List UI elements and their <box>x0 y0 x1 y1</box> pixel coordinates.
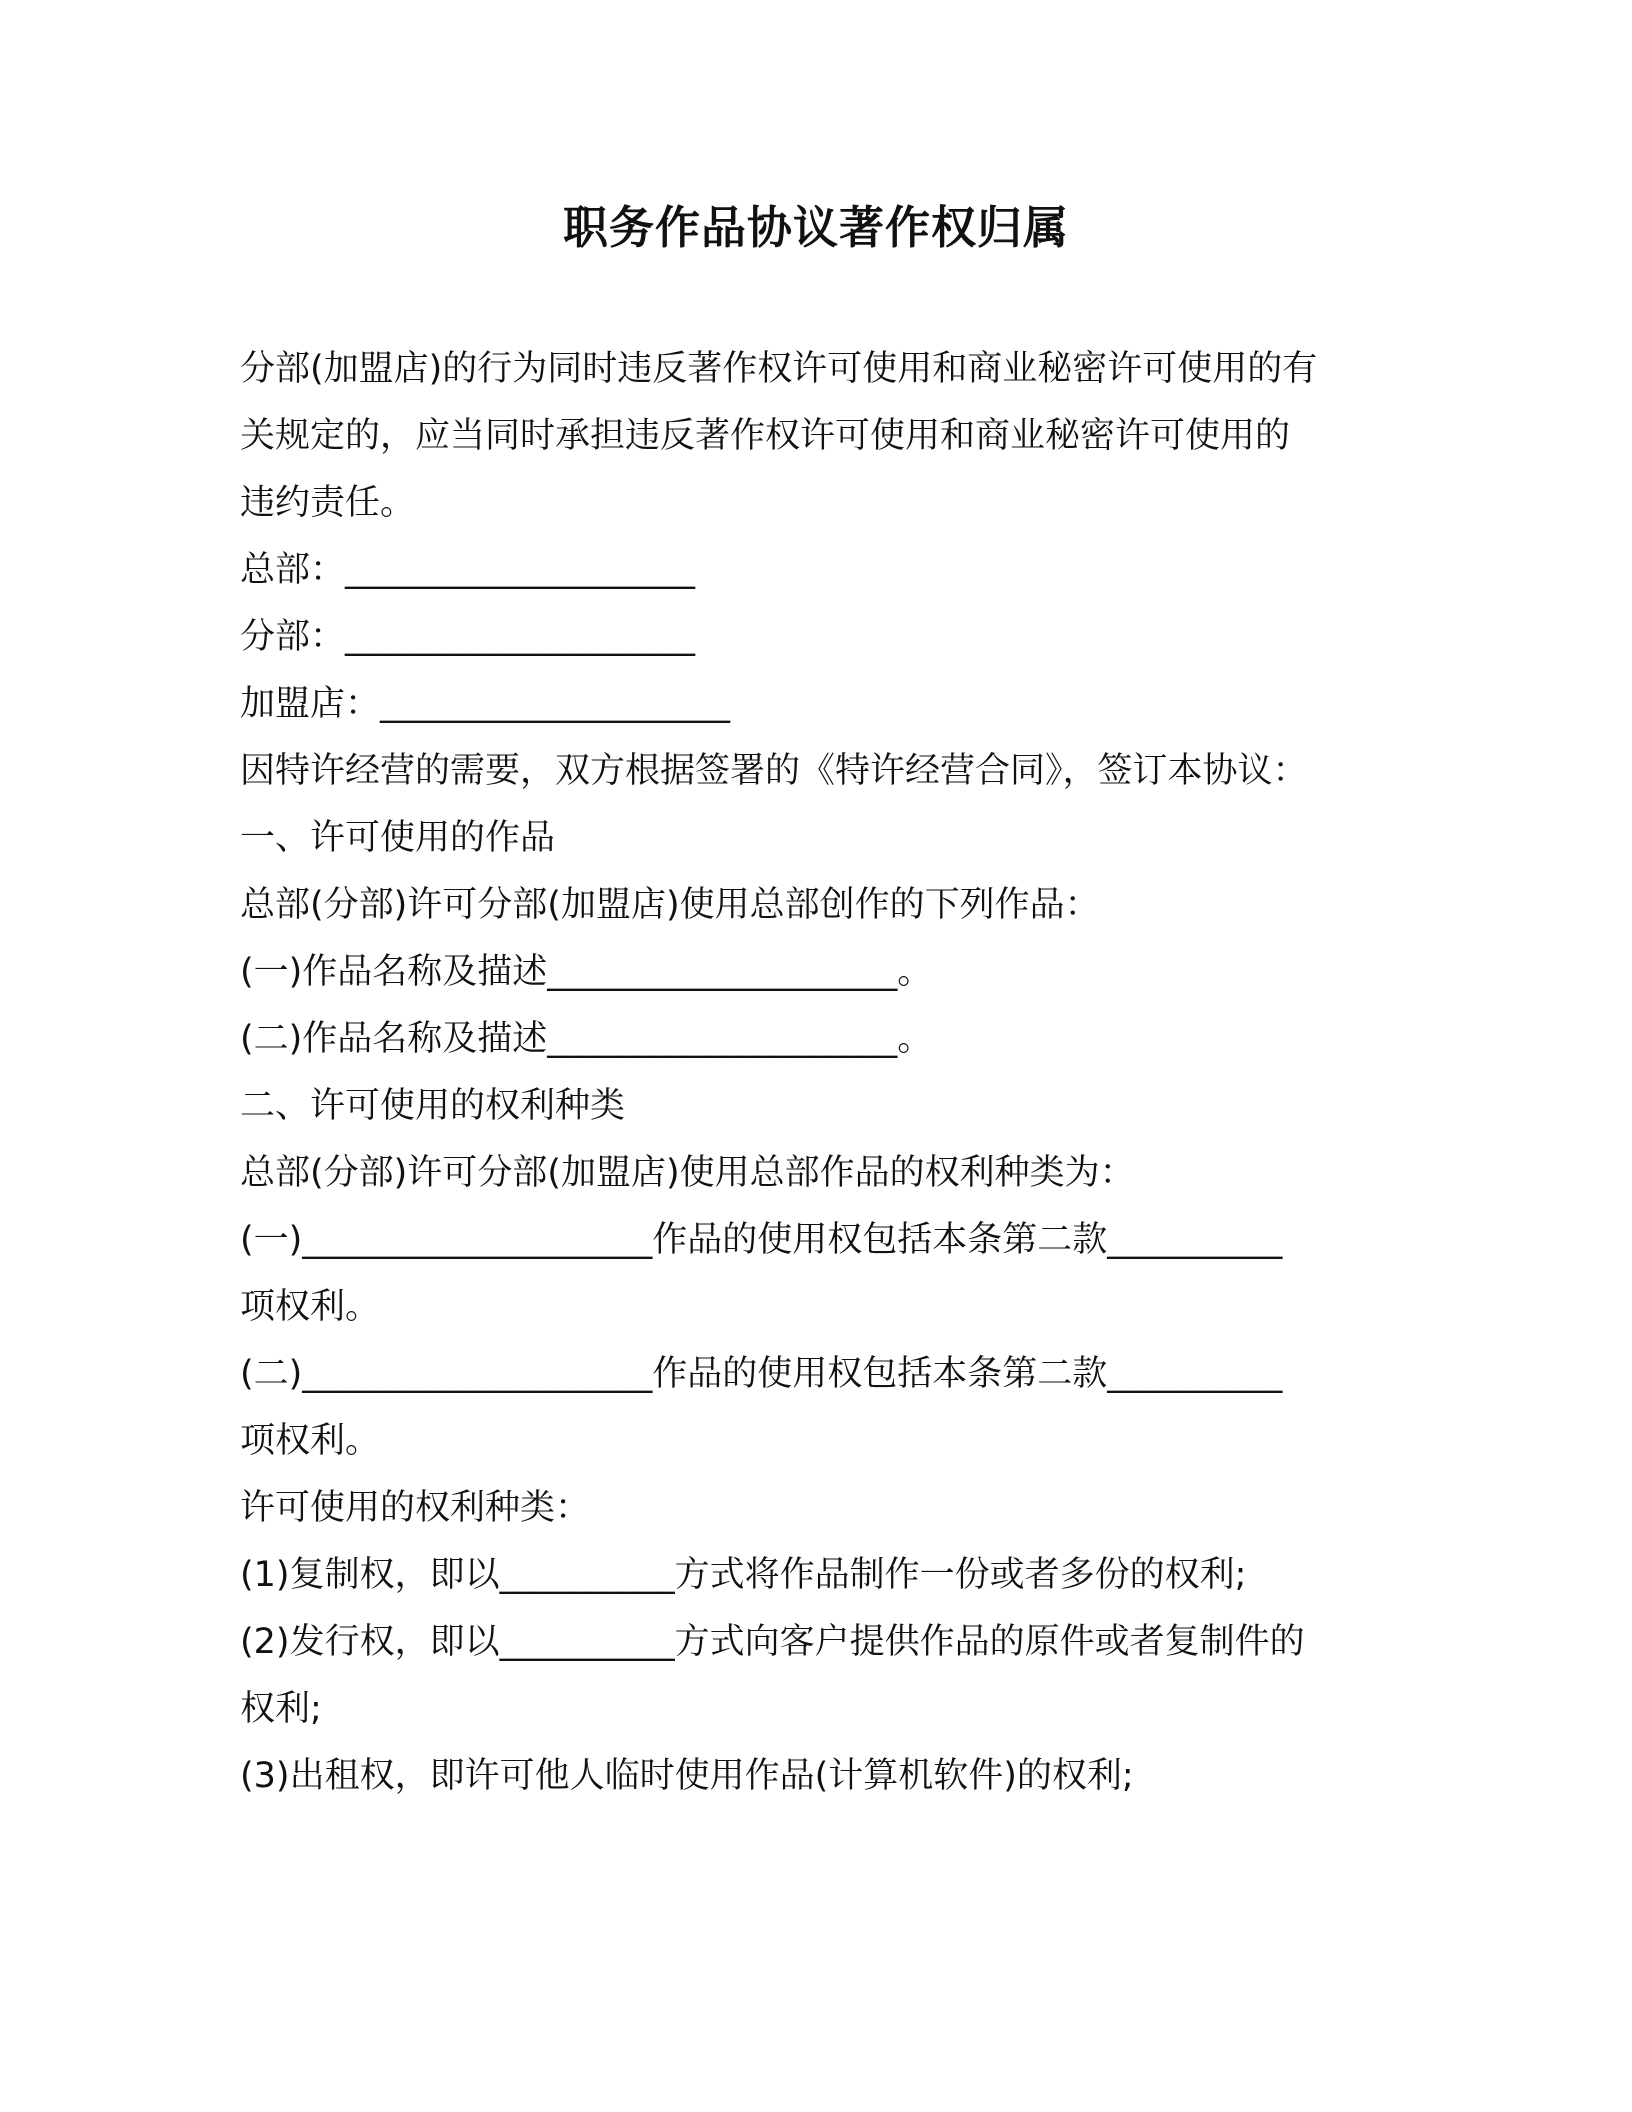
work-item-1: (一)作品名称及描述____________________。 <box>240 952 933 992</box>
document-body <box>240 336 1390 1810</box>
rights-types-heading: 许可使用的权利种类： <box>240 1488 591 1528</box>
rights-item-1: (一)____________________作品的使用权包括本条第二款__________ <box>240 1220 1283 1260</box>
section-heading-2: 二、许可使用的权利种类 <box>240 1086 626 1126</box>
paragraph-line: 分部(加盟店)的行为同时违反著作权许可使用和商业秘密许可使用的有 <box>240 349 1318 389</box>
paragraph-line: 关规定的，应当同时承担违反著作权许可使用和商业秘密许可使用的 <box>240 416 1291 456</box>
reproduction-right: (1)复制权，即以__________方式将作品制作一份或者多份的权利; <box>240 1555 1247 1595</box>
paragraph-line: 因特许经营的需要，双方根据签署的《特许经营合同》，签订本协议： <box>240 751 1308 791</box>
document-title: 职务作品协议著作权归属 <box>562 201 1069 254</box>
franchise-store-field: 加盟店：____________________ <box>240 684 731 724</box>
headquarters-field: 总部：____________________ <box>240 550 696 590</box>
work-item-2: (二)作品名称及描述____________________。 <box>240 1019 933 1059</box>
rights-item-1-cont: 项权利。 <box>240 1287 381 1327</box>
distribution-right: (2)发行权，即以__________方式向客户提供作品的原件或者复制件的 <box>240 1622 1305 1662</box>
paragraph-line: 总部(分部)许可分部(加盟店)使用总部创作的下列作品： <box>240 885 1100 925</box>
paragraph-line: 总部(分部)许可分部(加盟店)使用总部作品的权利种类为： <box>240 1153 1135 1193</box>
rental-right: (3)出租权，即许可他人临时使用作品(计算机软件)的权利; <box>240 1756 1134 1796</box>
rights-item-2: (二)____________________作品的使用权包括本条第二款__________ <box>240 1354 1283 1394</box>
distribution-right-cont: 权利; <box>240 1689 322 1729</box>
rights-item-2-cont: 项权利。 <box>240 1421 381 1461</box>
section-heading-1: 一、许可使用的作品 <box>240 818 556 858</box>
branch-field: 分部：____________________ <box>240 617 696 657</box>
paragraph-line: 违约责任。 <box>240 483 416 523</box>
